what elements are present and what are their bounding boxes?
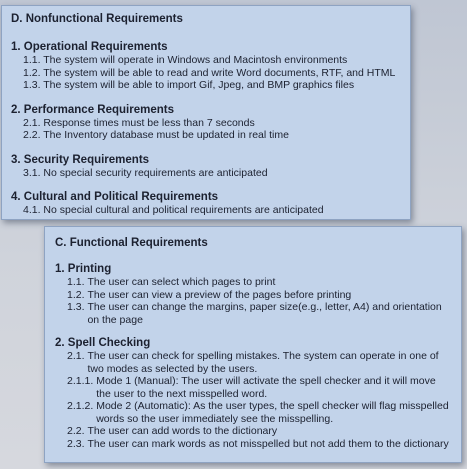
item-number: 2.1. [67, 350, 88, 362]
requirement-item: 1.2. The system will be able to read and write Word documents, RTF, and HTML [23, 66, 396, 79]
performance-section [11, 104, 401, 142]
section-heading: 3. Security Requirements [11, 153, 150, 166]
requirement-item [55, 400, 451, 425]
item-text: The user can mark words as not misspelled but not add them to the dictionary [87, 437, 449, 450]
section-heading: 2. Performance Requirements [11, 103, 174, 116]
requirement-item: 1.1. The system will operate in Windows and Macintosh environments [23, 54, 348, 66]
functional-requirements-card [44, 226, 462, 463]
item-text: The user can select which pages to print [87, 276, 276, 288]
item-number: 2.1.2. [67, 400, 97, 412]
item-text: Mode 2 (Automatic): As the user types, the spell checker will flag misspelled words so the user immediately see the misspelling. [96, 400, 449, 425]
requirement-item [55, 375, 451, 400]
item-text: The user can check for spelling mistakes. The system can operate in one of two modes as selected by the users. [87, 350, 439, 375]
requirement-item: 4.1. No special cultural and political requirements are anticipated [23, 204, 324, 216]
requirement-item: 1.3. The system will be able to import Gif, Jpeg, and BMP graphics files [23, 79, 355, 91]
requirement-item: 2.2. The Inventory database must be updated in real time [23, 129, 289, 141]
requirement-item [55, 289, 451, 302]
requirement-item: 3.1. No special security requirements are anticipated [23, 166, 268, 179]
nonfunctional-requirements-card [1, 5, 411, 220]
security-section [11, 154, 401, 180]
requirement-item [55, 276, 451, 289]
section-heading: 4. Cultural and Political Requirements [11, 191, 219, 203]
nonfunctional-title: D. Nonfunctional Requirements [11, 13, 183, 25]
functional-title: C. Functional Requirements [55, 237, 208, 249]
cultural-political-section [11, 191, 401, 217]
item-text: The user can add words to the dictionary [87, 425, 278, 437]
item-number: 1.2. [67, 288, 88, 301]
item-number: 1.1. [67, 276, 88, 288]
operational-section [11, 41, 401, 92]
section-heading: 1. Printing [55, 263, 112, 275]
requirement-item [55, 438, 451, 451]
item-number: 2.3. [67, 437, 88, 450]
printing-section [55, 263, 451, 326]
section-heading: 2. Spell Checking [55, 337, 151, 349]
item-text: Mode 1 (Manual): The user will activate the spell checker and it will move the user to the next misspelled word. [96, 375, 436, 400]
spell-checking-section [55, 337, 451, 450]
item-number: 2.2. [67, 425, 88, 437]
item-number: 1.3. [67, 301, 88, 313]
section-heading: 1. Operational Requirements [11, 41, 168, 53]
requirement-item: 2.1. Response times must be less than 7 seconds [23, 116, 255, 129]
requirement-item [55, 425, 451, 438]
requirement-item [55, 350, 451, 375]
item-number: 2.1.1. [67, 375, 97, 387]
item-text: The user can view a preview of the pages before printing [87, 288, 352, 301]
requirement-item [55, 301, 451, 326]
item-text: The user can change the margins, paper size(e.g., letter, A4) and orientation on the page [87, 301, 442, 326]
